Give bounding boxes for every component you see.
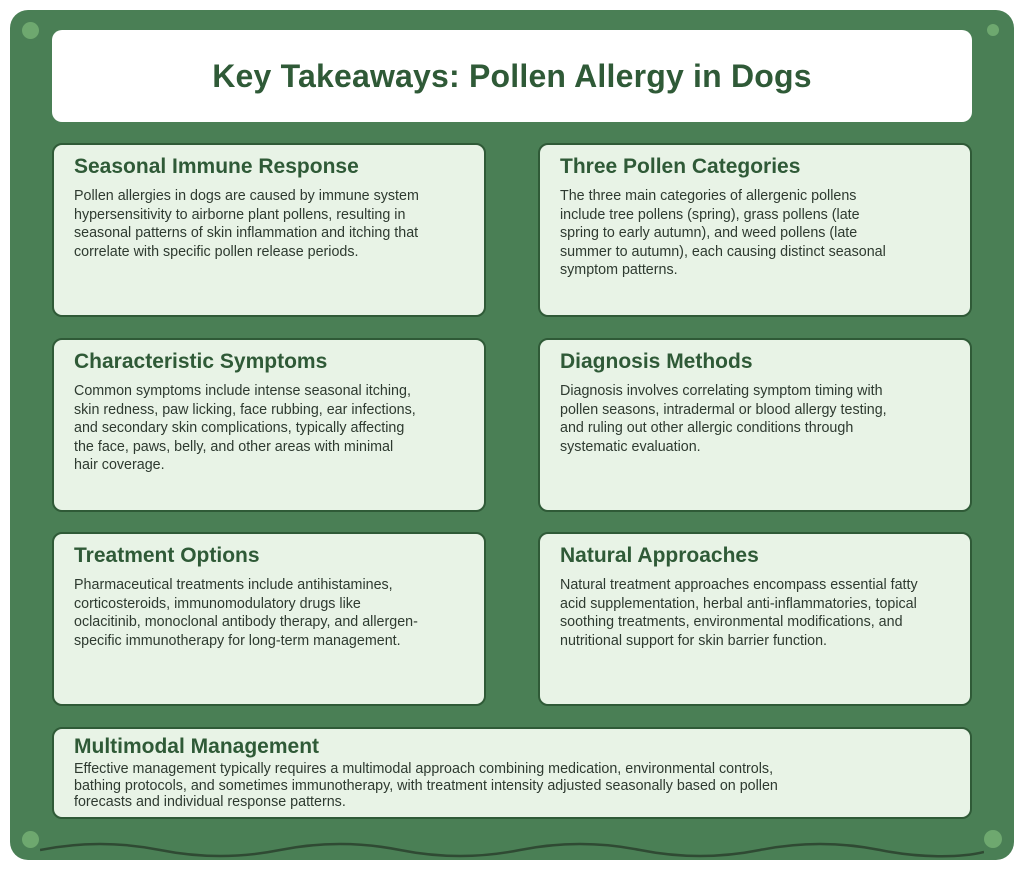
card-body: Natural treatment approaches encompass essential fatty acid supplementation, herbal anti-inflammatories, topical soothing treatments, environmental modifications, and nutritional support for skin barrier function. [560,577,918,649]
card-treatment-options [52,532,486,706]
card-heading: Multimodal Management [74,735,320,758]
corner-dot-bottom-left [22,831,39,848]
card-heading: Three Pollen Categories [560,155,801,178]
card-seasonal-immune-response [52,143,486,317]
card-heading: Natural Approaches [560,544,759,567]
corner-dot-bottom-right [984,830,1002,848]
card-body: Effective management typically requires a multimodal approach combining medication, environmental controls, bathing protocols, and sometimes immunotherapy, with treatment intensity adjusted seasonally based on pollen forecasts and individual response patterns. [74,761,778,810]
card-multimodal-management [52,727,972,819]
card-body: Diagnosis involves correlating symptom timing with pollen seasons, intradermal or blood allergy testing, and ruling out other allergic conditions through systematic evaluation. [560,383,887,455]
card-diagnosis-methods [538,338,972,512]
card-heading: Characteristic Symptoms [74,350,328,373]
card-heading: Diagnosis Methods [560,350,753,373]
card-body: Pollen allergies in dogs are caused by immune system hypersensitivity to airborne plant pollens, resulting in seasonal patterns of skin inflammation and itching that correlate with specific pollen release periods. [74,188,419,260]
card-body: Common symptoms include intense seasonal itching, skin redness, paw licking, face rubbing, ear infections, and secondary skin complications, typically affecting the face, paws, belly, and other areas with minimal hair coverage. [74,383,416,473]
corner-dot-top-left [22,22,39,39]
card-heading: Seasonal Immune Response [74,155,359,178]
card-body: The three main categories of allergenic pollens include tree pollens (spring), grass pollens (late spring to early autumn), and weed pollens (late summer to autumn), each causing distinct seasonal symptom patterns. [560,188,886,278]
card-three-pollen-categories [538,143,972,317]
corner-dot-top-right [987,24,999,36]
card-body: Pharmaceutical treatments include antihistamines, corticosteroids, immunomodulatory drugs like oclacitinib, monoclonal antibody therapy, and allergen-specific immunotherapy for long-term management. [74,577,418,649]
decorative-wave [40,830,984,860]
title-banner [52,30,972,122]
card-natural-approaches [538,532,972,706]
page-title: Key Takeaways: Pollen Allergy in Dogs [212,57,812,94]
card-characteristic-symptoms [52,338,486,512]
card-heading: Treatment Options [74,544,260,567]
